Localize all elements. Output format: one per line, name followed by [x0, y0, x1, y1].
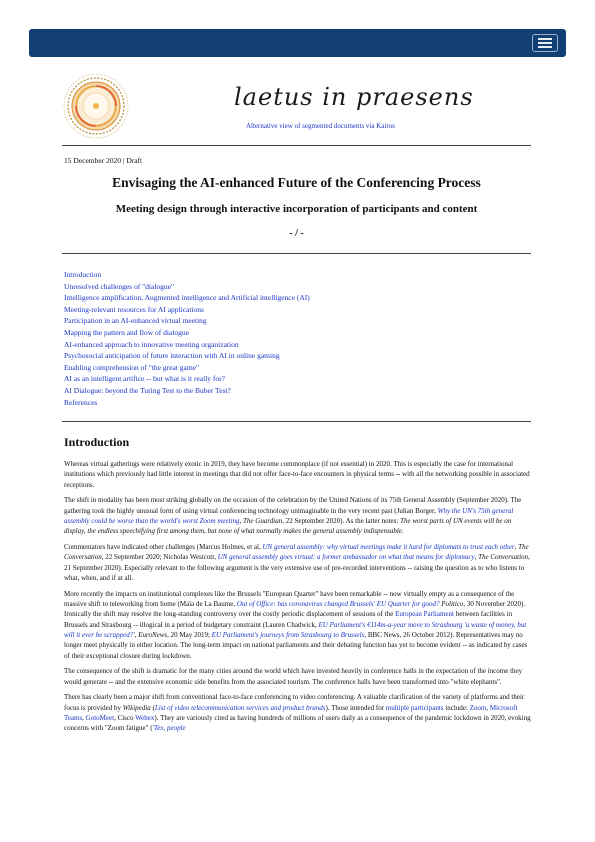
document-title: Envisaging the AI-enhanced Future of the Conferencing Process: [112, 175, 481, 190]
toc-item-references[interactable]: References: [64, 397, 98, 407]
paragraph-4: More recently the impacts on institutional complexes like the Brussels "European Quarter" have been remarkable -- now virtually empty as a consequence of the massive shift to teleworking from home (Maïa de La Baume, Out of Office: has coronavirus changed Brussels' EU Quarter for good? Politico, 30 November 2020). Ironically the shift may resolve the long-standing controversy over the costly periodic displacement of sessions of the European Parliament between facilities in Brussels and Strasbourg -- illogical in a period of budgetary constraint (Lauren Chadwick, EU Parliament's €114m-a-year move to Strasbourg 'a waste of money, but will it ever be scrapped?', EuroNews, 20 May 2019; EU Parliament's journeys from Strasbourg to Brussels, BBC News, 26 October 2012). Representatives may no longer meet physically in either location. The long-term impact on national parliaments and their debating function has yet to become evident -- as indicated by cases of their exceptional closure during lockdown.: [64, 589, 528, 660]
document-subtitle: Meeting design through interactive incorporation of participants and content: [115, 203, 478, 215]
toc-divider: [62, 421, 531, 422]
toc-item-online-gaming[interactable]: Psychosocial anticipation of future interaction with AI in online gaming: [64, 351, 280, 361]
link-wikipedia-video-services[interactable]: List of video telecommunication services and product brands: [154, 703, 326, 712]
section-divider-mark: - / -: [289, 228, 304, 239]
link-politico-eu-quarter[interactable]: Out of Office: has coronavirus changed Brussels' EU Quarter for good?: [236, 600, 440, 609]
toc-item-mapping-dialogue[interactable]: Mapping the pattern and flow of dialogue: [64, 327, 189, 337]
paragraph-1: Whereas virtual gatherings were relatively exotic in 2019, they have become commonplace (if not essential) in 2020. This is especially the case for international institutions which previously had little interest in meetings that did not offer face-to-face encounters in physical terms -- with all the networking possible in associated receptions.: [64, 460, 530, 489]
link-webex[interactable]: Webex: [135, 714, 155, 723]
link-bbc-journeys[interactable]: EU Parliament's journeys from Strasbourg to Brussels: [211, 630, 365, 639]
hamburger-menu-icon[interactable]: [532, 34, 558, 52]
toc-item-buber-test[interactable]: AI Dialogue: beyond the Turing Test to the Buber Test?: [64, 385, 231, 395]
paragraph-3: Commentators have indicated other challenges (Marcus Holmes, et al, UN general assembly: why virtual meetings make it hard for diplomats to trust each other, The Conversation, 22 September 2020; Nicholas Westcott, UN general assembly goes virtual: a former ambassador on what that means for diplomacy, The Conversation, 21 September 2020). Especially relevant to the following argument is the very extensive use of pre-recorded interventions -- raising the question as to who listens to what, when, and if at all.: [64, 543, 530, 582]
toc-item-meeting-organization[interactable]: AI-enhanced approach to innovative meeting organization: [64, 339, 239, 349]
link-conversation-diplomacy[interactable]: UN general assembly goes virtual: a former ambassador on what that means for diplomacy: [217, 553, 475, 562]
document-date: 15 December 2020 | Draft: [64, 156, 143, 165]
toc-item-intelligence-amplification[interactable]: Intelligence amplification, Augmented intelligence and Artificial intelligence (AI): [64, 293, 310, 303]
link-microsoft-teams[interactable]: Microsoft Teams: [64, 703, 518, 723]
top-navbar: [29, 29, 566, 57]
toc-item-introduction[interactable]: Introduction: [64, 270, 102, 279]
link-zoom-fatigue[interactable]: 'Tex, people: [152, 724, 186, 733]
paragraph-5: The consequence of the shift is dramatic for the many cities around the world which have invested heavily in conference halls in the expectation of the income they would generate -- and the extensive economic side benefits from the associated tourism. The conference halls have been transformed into "white elephants".: [64, 667, 523, 686]
link-conversation-trust[interactable]: UN general assembly: why virtual meetings make it hard for diplomats to trust each other: [262, 543, 515, 552]
link-european-parliament[interactable]: European Parliament: [395, 610, 454, 619]
section-heading-introduction: Introduction: [64, 435, 130, 449]
paragraph-6: There has clearly been a major shift from conventional face-to-face conferencing to video conferencing. A valuable clarification of the variety of platforms and their focus is provided by Wikipedia (List of video telecommunication services and product brands). Those intended for multiple participants include: Zoom, Microsoft Teams, GotoMeet, Cisco Webex). They are variously cited as having hundreds of millions of users daily as a consequence of the pandemic lockdown in 2020, evoking concerns with "Zoom fatigue" ('Tex, people: [64, 693, 531, 733]
paragraph-2: The shift in modality has been most striking globally on the occasion of the celebration by the United Nations of its 75th General Assembly (September 2020). The gathering took the highly unusual form of using virtual conferencing technology unimaginable in the very recent past (Julian Borger, Why the UN's 75th general assembly could be worse than the world's worst Zoom meeting, The Guardian, 22 September 2020). As the latter notes: The worst parts of UN events will be on display, the endless speechifying first among them, but none of what normally makes the general assembly indispensable.: [64, 496, 522, 536]
link-multiple-participants[interactable]: multiple participants: [385, 703, 444, 712]
table-of-contents: [64, 269, 484, 408]
link-euronews-strasbourg[interactable]: EU Parliament's €114m-a-year move to Strasbourg 'a waste of money, but will it ever be scrapped?': [64, 620, 527, 639]
toc-item-participation[interactable]: Participation in an AI-enhanced virtual meeting: [64, 316, 207, 326]
link-zoom[interactable]: Zoom: [469, 703, 487, 712]
toc-item-intelligent-artifice[interactable]: AI as an intelligent artifice -- but what is it really for?: [64, 374, 225, 384]
site-title[interactable]: laetus in praesens: [234, 83, 474, 111]
main-content: [64, 435, 531, 739]
toc-item-meeting-resources[interactable]: Meeting-relevant resources for AI applications: [64, 304, 204, 314]
site-logo[interactable]: [62, 72, 130, 140]
site-subtitle-link[interactable]: Alternative view of segmented documents via Kairos: [246, 122, 395, 130]
link-gotomeet[interactable]: GotoMeet: [85, 714, 115, 723]
toc-item-great-game[interactable]: Enabling comprehension of "the great game": [64, 362, 200, 372]
title-divider: [62, 253, 531, 254]
header-divider: [62, 145, 531, 146]
toc-item-dialogue-challenges[interactable]: Unresolved challenges of "dialogue": [64, 281, 175, 291]
link-guardian-un-article[interactable]: Why the UN's 75th general assembly could be worse than the world's worst Zoom meeting: [64, 506, 514, 525]
